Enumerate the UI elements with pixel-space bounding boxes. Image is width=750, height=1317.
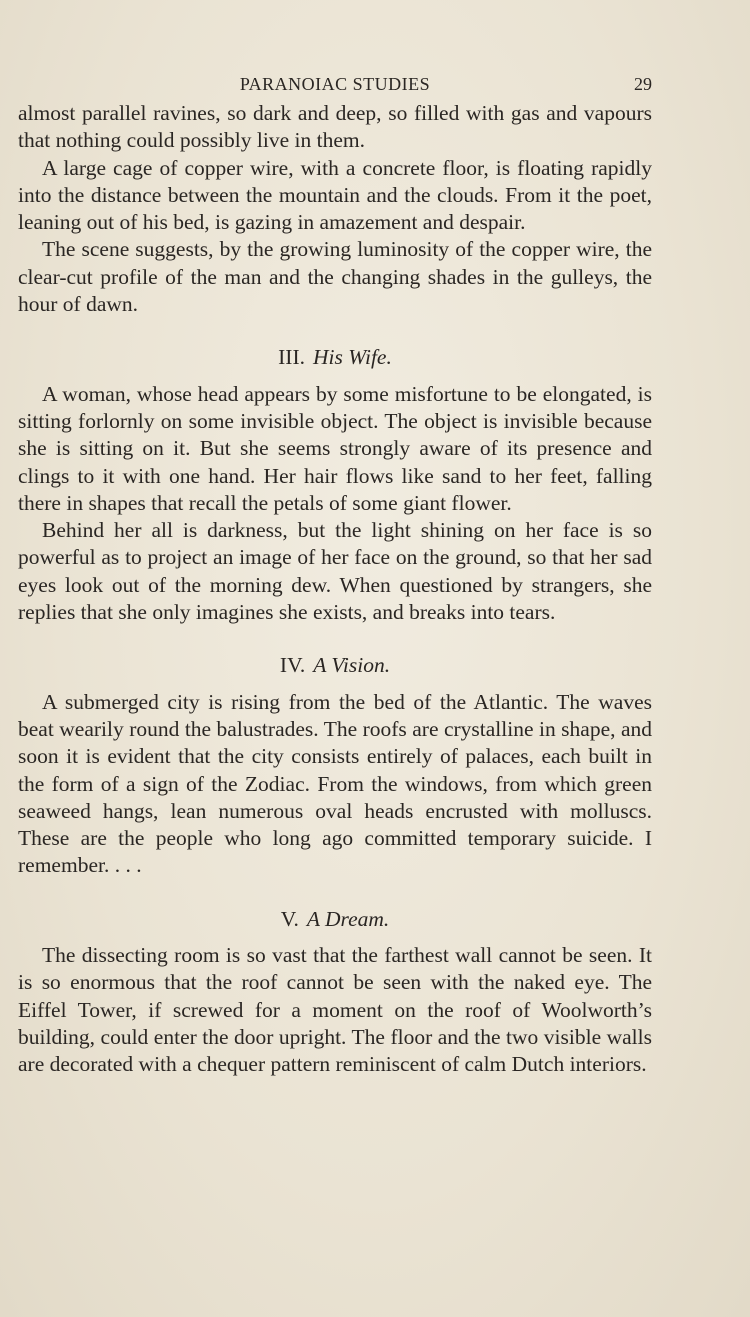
section-heading	[18, 652, 652, 679]
paragraph: A large cage of copper wire, with a concrete floor, is floating rapidly into the distance between the mountain and the clouds. From it the poet, leaning out of his bed, is gazing in amazement and despair.	[18, 155, 652, 235]
paragraph: A submerged city is rising from the bed of the Atlantic. The waves beat wearily round the balustrades. The roofs are crystalline in shape, and soon it is evident that the city consists entirely of palaces, each built in the form of a sign of the Zodiac. From the windows, from which green seaweed hangs, lean numerous oval heads encrusted with molluscs. These are the people who long ago committed temporary suicide. I remember. . . .	[18, 689, 652, 878]
running-head	[18, 72, 652, 100]
paragraph: A woman, whose head appears by some misfortune to be elongated, is sitting forlornly on some invisible object. The object is invisible because she is sitting on it. But she seems strongly aware of its presence and clings to it with one hand. Her hair flows like sand to her feet, falling there in shapes that recall the petals of some giant flower.	[18, 381, 652, 515]
paragraph: Behind her all is darkness, but the light shining on her face is so powerful as to project an image of her face on the ground, so that her sad eyes look out of the morning dew. When questioned by strangers, she replies that she only imagines she exists, and breaks into tears.	[18, 518, 652, 625]
section-number: IV.	[279, 653, 306, 678]
paragraph: The dissecting room is so vast that the farthest wall cannot be seen. It is so enormous that the roof cannot be seen with the naked eye. The Eiffel Tower, if screwed for a moment on the roof of Woolworth’s building, could enter the door upright. The floor and the two visible walls are decorated with a chequer pattern reminiscent of calm Dutch interiors.	[18, 943, 652, 1077]
paragraph: almost parallel ravines, so dark and deep, so filled with gas and vapours that nothing could possibly live in them.	[18, 101, 652, 153]
section-title: His Wife.	[313, 345, 392, 370]
page-number: 29	[634, 74, 652, 94]
section-number: III.	[278, 345, 305, 370]
book-page	[18, 72, 652, 1079]
section-title: A Dream.	[306, 906, 390, 931]
section-heading	[18, 344, 652, 371]
section-title: A Vision.	[313, 653, 391, 678]
paragraph: The scene suggests, by the growing luminosity of the copper wire, the clear-cut profile of the man and the changing shades in the gulleys, the hour of dawn.	[18, 237, 652, 317]
section-heading	[18, 906, 652, 933]
running-title: PARANOIAC STUDIES	[239, 74, 431, 94]
section-number: V.	[280, 906, 299, 931]
